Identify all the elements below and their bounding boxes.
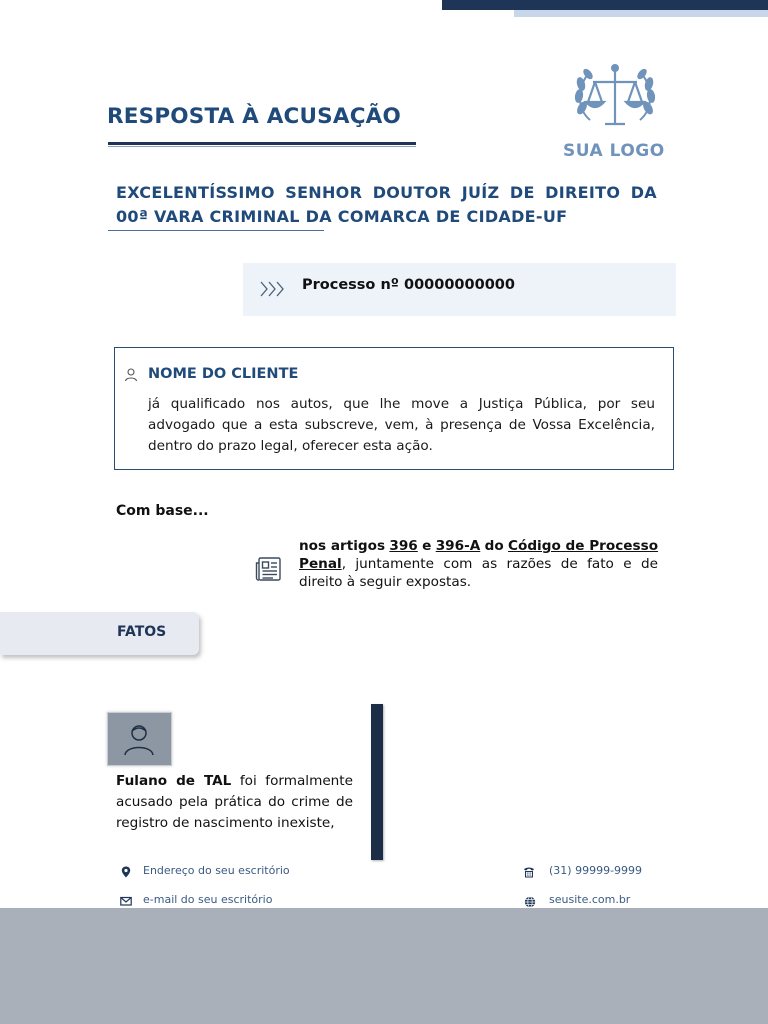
person-icon — [124, 367, 138, 382]
title-underline — [108, 142, 416, 145]
facts-paragraph — [116, 771, 353, 834]
top-accent-bar-dark — [442, 0, 768, 10]
process-number: Processo nº 00000000000 — [302, 277, 515, 293]
client-name: NOME DO CLIENTE — [148, 366, 299, 382]
article-396: 396 — [389, 538, 418, 554]
basis-suffix: , juntamente com as razões de fato e de direito à seguir expostas. — [299, 556, 658, 590]
office-website: seusite.com.br — [549, 893, 631, 906]
basis-prefix: nos artigos — [299, 538, 386, 554]
envelope-icon — [120, 895, 132, 907]
facts-body: foi formalmente acusado pela prática do crime de registro de nascimento inexiste, — [116, 773, 353, 831]
client-description: já qualificado nos autos, que lhe move a Justiça Pública, por seu advogado que a esta subscreve, vem, à presença de Vossa Excelência, dentro do prazo legal, oferecer esta ação. — [148, 396, 655, 454]
document-title: RESPOSTA À ACUSAÇÃO — [107, 104, 401, 129]
defendant-name: Fulano de TAL — [116, 773, 232, 789]
facts-tab — [0, 612, 199, 655]
facts-tab-label: FATOS — [117, 624, 167, 640]
gray-footer-band — [0, 908, 768, 1024]
article-396a: 396-A — [435, 538, 481, 554]
court-address: EXCELENTÍSSIMO SENHOR DOUTOR JUÍZ DE DIREITO DA 00ª VARA CRIMINAL DA COMARCA DE CIDADE-UF — [116, 183, 657, 226]
vertical-divider-bar — [371, 704, 383, 860]
globe-icon — [524, 896, 536, 908]
top-accent-bar-light — [514, 10, 768, 17]
office-phone: (31) 99999-9999 — [549, 864, 643, 877]
basis-of: do — [484, 538, 504, 554]
logo-text: SUA LOGO — [563, 141, 665, 161]
title-underline-shadow — [108, 146, 416, 147]
basis-and: e — [422, 538, 432, 554]
newspaper-icon — [255, 555, 283, 583]
address-underline — [108, 230, 324, 231]
telephone-icon — [523, 866, 535, 878]
office-email: e-mail do seu escritório — [143, 893, 273, 906]
legal-basis-text — [299, 537, 658, 591]
triple-chevron-icon — [258, 279, 288, 299]
user-avatar-icon — [120, 720, 158, 758]
office-address: Endereço do seu escritório — [143, 864, 290, 877]
procedure-code: Código de Processo Penal — [299, 538, 659, 572]
location-pin-icon — [120, 866, 132, 878]
basis-heading: Com base... — [116, 503, 209, 519]
